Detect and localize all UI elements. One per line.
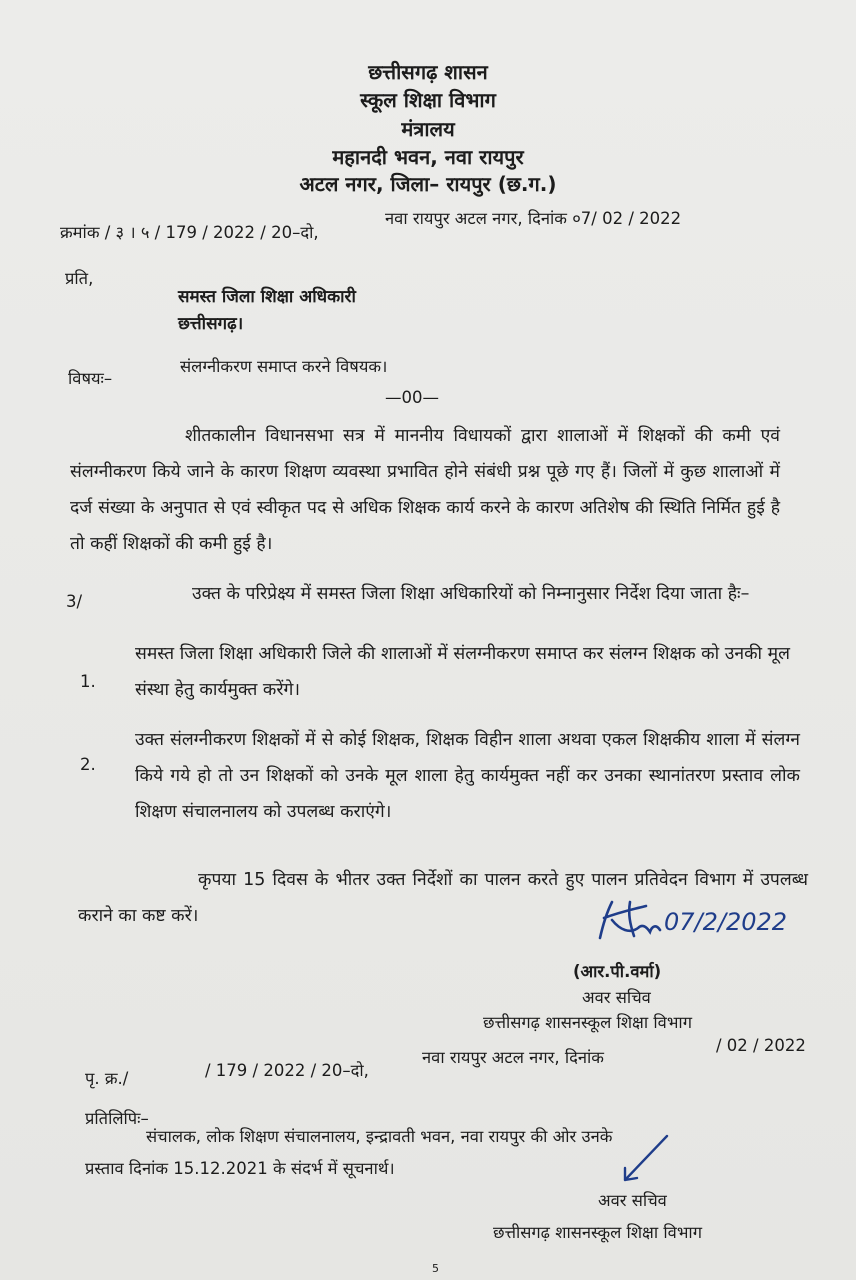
reference-place-date: नवा रायपुर अटल नगर, दिनांक ०7/ 02 / 2022 (385, 209, 682, 228)
body-paragraph-1: शीतकालीन विधानसभा सत्र में माननीय विधायकों द्वारा शालाओं में शिक्षकों की कमी एवं संलग्नीकरण किये जाने के कारण शिक्षण व्यवस्था प्रभावित होने संबंधी प्रश्न पूछे गए हैं। जिलों में कुछ शालाओं में दर्ज संख्या के अनुपात से एवं स्वीकृत पद से अधिक शिक्षक कार्य करने के कारण अतिशेष की स्थिति निर्मित हुई है तो कहीं शिक्षकों की कमी हुई है। (70, 426, 780, 554)
signatory-designation: अवर सचिव (582, 988, 651, 1007)
endorsement-designation: अवर सचिव (598, 1191, 667, 1210)
endorsement-number: पृ. क्र./ (85, 1069, 129, 1088)
endorsement-date: / 02 / 2022 (716, 1036, 806, 1055)
item-1-number: 1. (80, 672, 96, 691)
body-paragraph-2: उक्त के परिप्रेक्ष्य में समस्त जिला शिक्षा अधिकारियों को निम्नानुसार निर्देश दिया जाता हैः– (192, 584, 750, 604)
recipient-line-1: समस्त जिला शिक्षा अधिकारी (178, 287, 356, 307)
header-ministry: मंत्रालय (401, 117, 455, 141)
recipient-prefix: प्रति, (65, 269, 94, 288)
separator: —00— (385, 388, 439, 407)
page-number: 5 (432, 1262, 439, 1275)
item-2-text: उक्त संलग्नीकरण शिक्षकों में से कोई शिक्षक, शिक्षक विहीन शाला अथवा एकल शिक्षकीय शाला में संलग्न किये गये हो तो उन शिक्षकों को उनके मूल शाला हेतु कार्यमुक्त नहीं कर उनका स्थानांतरण प्रस्ताव लोक शिक्षण संचालनालय को उपलब्ध कराएंगे। (135, 730, 800, 822)
copy-text-line-1: संचालक, लोक शिक्षण संचालनालय, इन्द्रावती भवन, नवा रायपुर की ओर उनके (146, 1127, 613, 1146)
subject-text: संलग्नीकरण समाप्त करने विषयक। (180, 357, 388, 376)
handwritten-signature (590, 890, 790, 950)
subject-label: विषयः– (68, 369, 113, 388)
item-1-text: समस्त जिला शिक्षा अधिकारी जिले की शालाओं में संलग्नीकरण समाप्त कर संलग्न शिक्षक को उनकी मूल संस्था हेतु कार्यमुक्त करेंगे। (135, 644, 790, 700)
signatory-name: (आर.पी.वर्मा) (573, 962, 662, 981)
endorsement-department: छत्तीसगढ़ शासनस्कूल शिक्षा विभाग (493, 1223, 702, 1242)
endorsement-ref: / 179 / 2022 / 20–दो, (205, 1061, 369, 1080)
header-government: छत्तीसगढ़ शासन (368, 60, 488, 84)
endorsement-place-date: नवा रायपुर अटल नगर, दिनांक (422, 1048, 604, 1067)
body-paragraph-3: कृपया 15 दिवस के भीतर उक्त निर्देशों का पालन करते हुए पालन प्रतिवेदन विभाग में उपलब्ध कराने का कष्ट करें। (78, 870, 808, 926)
header-address: अटल नगर, जिला– रायपुर (छ.ग.) (299, 172, 557, 196)
item-2-number: 2. (80, 755, 96, 774)
header-department: स्कूल शिक्षा विभाग (360, 88, 496, 112)
copy-text-line-2: प्रस्ताव दिनांक 15.12.2021 के संदर्भ में सूचनार्थ। (85, 1159, 395, 1178)
pen-mark-icon (615, 1130, 675, 1190)
signatory-department: छत्तीसगढ़ शासनस्कूल शिक्षा विभाग (483, 1013, 692, 1032)
margin-mark: 3/ (66, 592, 83, 611)
header-building: महानदी भवन, नवा रायपुर (332, 145, 524, 169)
copy-label: प्रतिलिपिः– (85, 1109, 149, 1128)
handwritten-date: 07/2/2022 (664, 908, 788, 936)
reference-number: क्रमांक / ३ । ५ / 179 / 2022 / 20–दो, (60, 223, 319, 242)
recipient-line-2: छत्तीसगढ़। (178, 314, 244, 334)
